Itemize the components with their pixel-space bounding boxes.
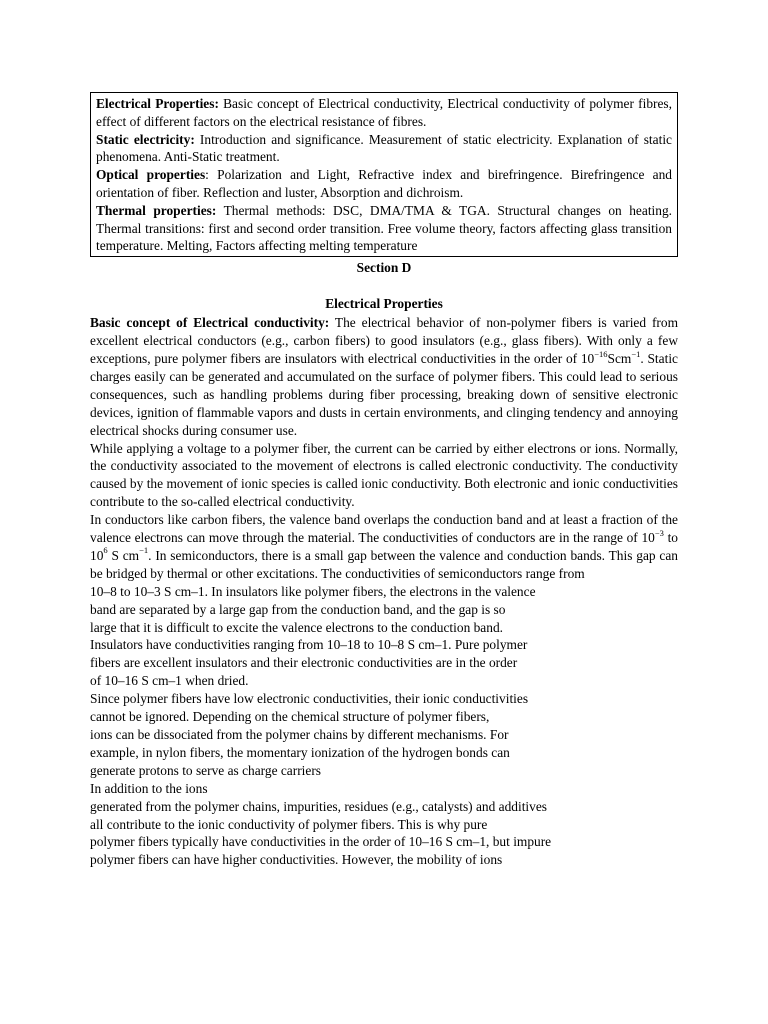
text-line: large that it is difficult to excite the valence electrons to the conduction band. [90, 619, 503, 635]
text-line: band are separated by a large gap from the conduction band, and the gap is so [90, 601, 506, 617]
text-line: fibers are excellent insulators and their electronic conductivities are in the order [90, 655, 518, 671]
text-line: Since polymer fibers have low electronic conductivities, their ionic conductivities [90, 691, 529, 707]
text-line: polymer fibers can have higher conductivities. However, the mobility of ions [90, 852, 503, 868]
section-title: Section D [356, 260, 412, 276]
superscript: −3 [654, 527, 664, 538]
syllabus-term: Optical properties [96, 167, 206, 183]
paragraph-voltage: While applying a voltage to a polymer fiber, the current can be carried by either electrons or ions. Normally, the conductivity associated to the movement of electrons is called electronic conductivity. The conductivity caused by the movement of ionic species is called ionic conductivity. Both electronic and ionic conductivities contribute to the so-called electrical conductivity. [90, 440, 678, 510]
syllabus-term: Electrical Properties: [96, 96, 219, 111]
text-line: all contribute to the ionic conductivity of polymer fibers. This is why pure [90, 816, 488, 832]
text-line: In addition to the ions [90, 780, 208, 796]
superscript: −16 [594, 348, 608, 359]
page-heading: Electrical Properties [325, 296, 443, 312]
text-line: generate protons to serve as charge carriers [90, 762, 322, 778]
syllabus-text: Thermal methods: DSC, DMA/TMA & TGA. Structural changes on heating. Thermal transitions: first and second order transition. Free volume theory, factors affecting glass transition temperature. Melting, Factors affecting melting temperature [96, 202, 672, 254]
text-line: cannot be ignored. Depending on the chemical structure of polymer fibers, [90, 709, 490, 725]
syllabus-text: : Polarization and Light, Refractive index and birefringence. Birefringence and orientation of fiber. Reflection and luster, Absorption and dichroism. [96, 167, 672, 200]
syllabus-box [90, 92, 678, 257]
paragraph-term: Basic concept of Electrical conductivity: [90, 315, 330, 331]
syllabus-term: Static electricity: [96, 131, 195, 147]
paragraph-text: The electrical behavior of non-polymer fibers is varied from excellent electrical conductors (e.g., carbon fibers) to good insulators (e.g., glass fibers). With only a few exceptions, pure polymer fibers are insulators with electrical conductivities in the order of 10 [90, 315, 678, 366]
body-text [90, 314, 678, 869]
paragraph-basic-concept [90, 314, 678, 439]
superscript: −1 [631, 348, 641, 359]
paragraph-text: . Static charges easily can be generated and accumulated on the surface of polymer fibers. This could lead to serious consequences, such as handling problems during fiber processing, breaking down of sensitive electronic devices, ignition of flammable vapors and dusts in certain environments, and clinging tendency and annoying electrical shocks during consumer use. [90, 350, 678, 438]
paragraph-text: to 10 [90, 530, 678, 563]
syllabus-term: Thermal properties: [96, 202, 217, 218]
text-line: Insulators have conductivities ranging from 10–18 to 10–8 S cm–1. Pure polymer [90, 637, 528, 653]
text-line: example, in nylon fibers, the momentary ionization of the hydrogen bonds can [90, 744, 510, 760]
paragraph-ragged [90, 583, 678, 870]
paragraph-conductors [90, 511, 678, 583]
text-line: of 10–16 S cm–1 when dried. [90, 673, 249, 689]
syllabus-text: Basic concept of Electrical conductivity, Electrical conductivity of polymer fibres, effect of different factors on the electrical resistance of fibres. [96, 96, 672, 129]
superscript: −1 [139, 545, 149, 556]
syllabus-text: Introduction and significance. Measurement of static electricity. Explanation of static phenomena. Anti-Static treatment. [96, 131, 672, 165]
syllabus-item-optical [96, 166, 672, 202]
paragraph-text: Scm [607, 350, 632, 366]
text-line: polymer fibers typically have conductivities in the order of 10–16 S cm–1, but impure [90, 834, 552, 850]
superscript: 6 [103, 545, 108, 556]
paragraph-text: S cm [107, 547, 140, 563]
paragraph-text: In conductors like carbon fibers, the valence band overlaps the conduction band and at least a fraction of the valence electrons can move through the material. The conductivities of conductors are in the range of 10 [90, 512, 678, 546]
text-line: 10–8 to 10–3 S cm–1. In insulators like polymer fibers, the electrons in the valence [90, 583, 536, 599]
text-line: ions can be dissociated from the polymer chains by different mechanisms. For [90, 727, 509, 743]
syllabus-item-static [96, 131, 672, 167]
syllabus-item-electrical [96, 95, 672, 131]
syllabus-item-thermal [96, 202, 672, 255]
paragraph-text: . In semiconductors, there is a small gap between the valence and conduction bands. This gap can be bridged by thermal or other excitations. The conductivities of semiconductors range from [90, 547, 678, 581]
text-line: generated from the polymer chains, impurities, residues (e.g., catalysts) and additives [90, 798, 548, 814]
document-page [90, 92, 678, 869]
